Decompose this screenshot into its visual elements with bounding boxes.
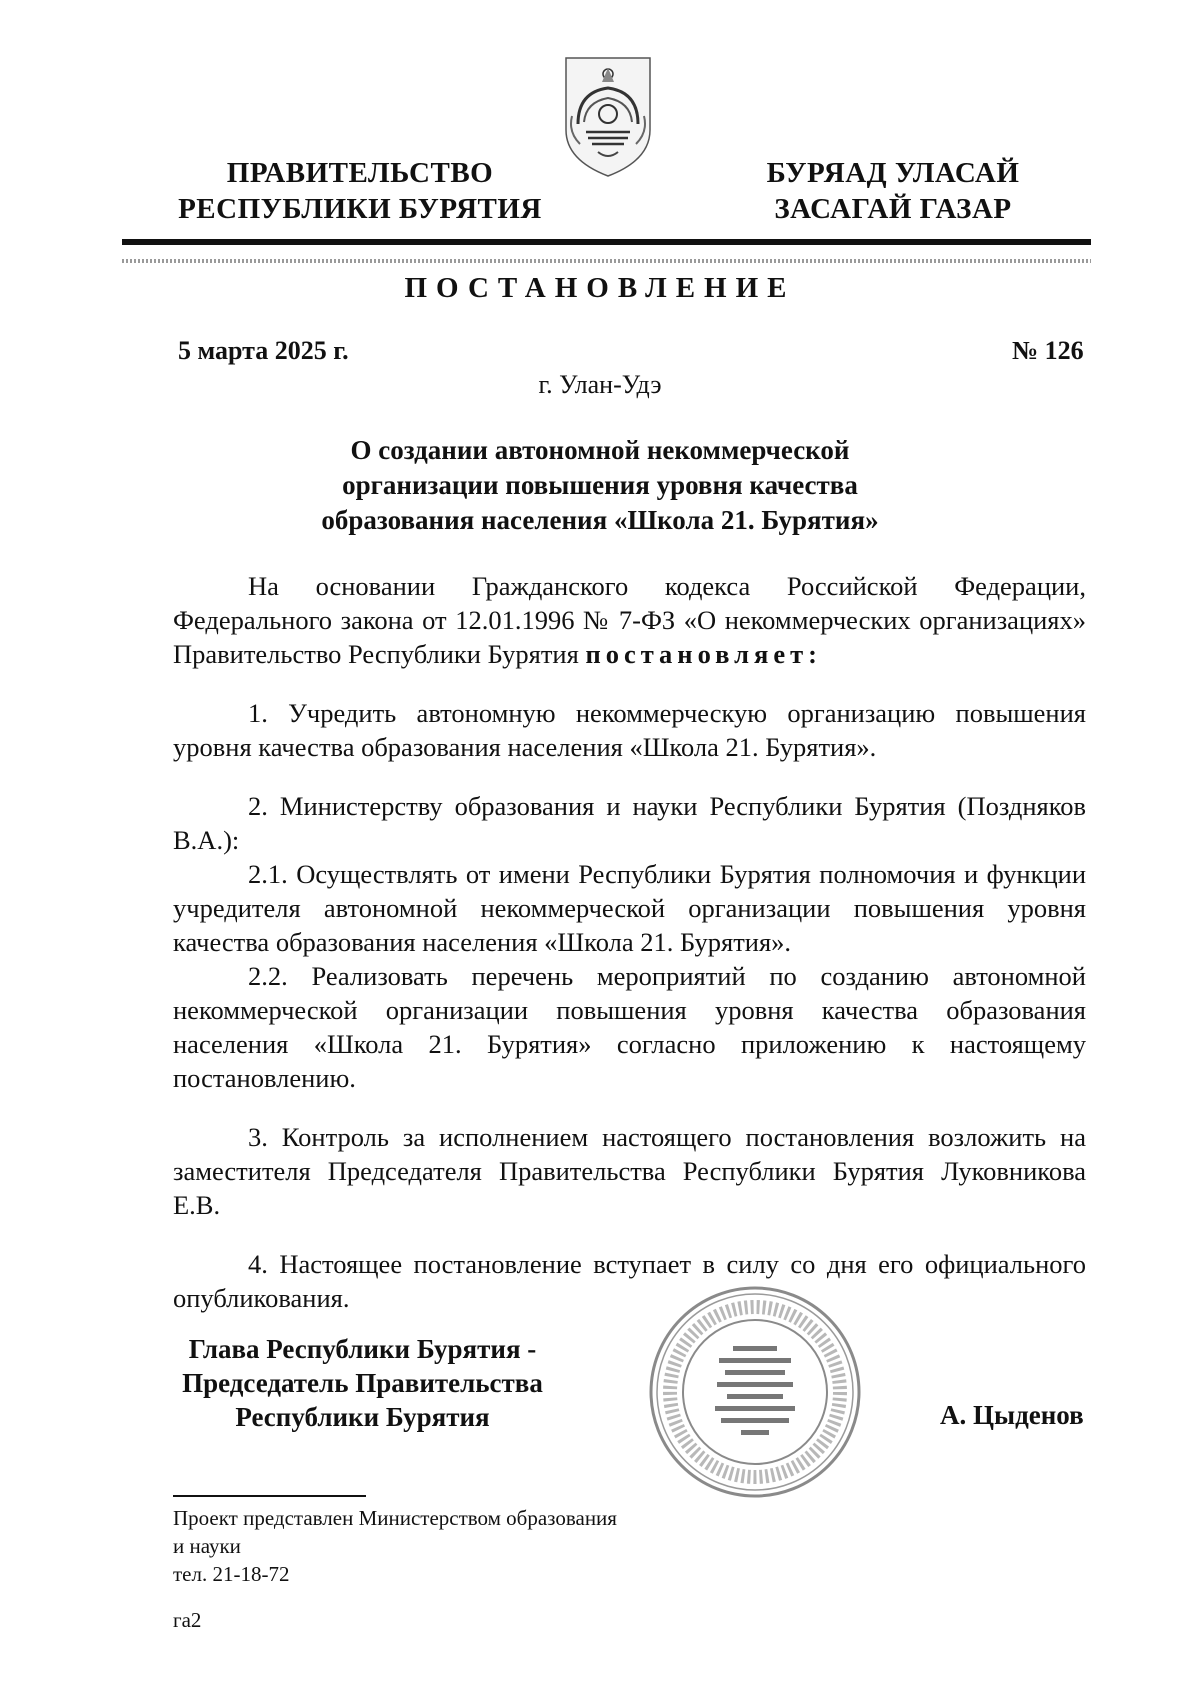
signatory-title bbox=[150, 1332, 575, 1434]
signatory-name: А. Цыденов bbox=[940, 1400, 1084, 1430]
document-city: г. Улан-Удэ bbox=[538, 370, 662, 399]
header-divider-thin bbox=[122, 259, 1091, 263]
document-type-title: ПОСТАНОВЛЕНИЕ bbox=[404, 272, 796, 304]
decree-word: постановляет: bbox=[585, 639, 822, 669]
signatory-title-line3: Республики Бурятия bbox=[235, 1402, 490, 1432]
header-left-ru bbox=[170, 155, 550, 227]
header-right-line2: ЗАСАГАЙ ГАЗАР bbox=[774, 193, 1012, 225]
footnote-phone: тел. 21-18-72 bbox=[173, 1562, 290, 1586]
header-right-bua bbox=[738, 155, 1048, 227]
item-2-1: 2.1. Осуществлять от имени Республики Бурятия полномочия и функции учредителя автономной некоммерческой организации повышения уровня качества образования населения «Школа 21. Бурятия». bbox=[173, 859, 1086, 957]
subject-line-1: О создании автономной некоммерческой bbox=[350, 435, 850, 465]
header-right-line1: БУРЯАД УЛАСАЙ bbox=[766, 157, 1020, 189]
coat-of-arms-icon bbox=[558, 52, 658, 180]
footnote-line1: Проект представлен Министерством образования bbox=[173, 1506, 617, 1530]
official-stamp-icon bbox=[645, 1282, 865, 1502]
item-2-2: 2.2. Реализовать перечень мероприятий по созданию автономной некоммерческой организации повышения уровня качества образования населения «Школа 21. Бурятия» согласно приложению к настоящему постановлению. bbox=[173, 961, 1086, 1093]
document-number: № 126 bbox=[1012, 336, 1084, 365]
signatory-title-line2: Председатель Правительства bbox=[182, 1368, 543, 1398]
item-2: 2. Министерству образования и науки Республики Бурятия (Поздняков В.А.): bbox=[173, 791, 1086, 855]
footnote-line2: и науки bbox=[173, 1534, 241, 1558]
document-subject bbox=[250, 433, 950, 538]
header-left-line1: ПРАВИТЕЛЬСТВО bbox=[226, 157, 494, 189]
document-body bbox=[173, 569, 1086, 1315]
document-date: 5 марта 2025 г. bbox=[178, 336, 349, 365]
subject-line-3: образования населения «Школа 21. Бурятия» bbox=[321, 505, 879, 535]
item-1: 1. Учредить автономную некоммерческую организацию повышения уровня качества образования населения «Школа 21. Бурятия». bbox=[173, 698, 1086, 762]
preamble-paragraph bbox=[173, 569, 1086, 671]
preamble-text: На основании Гражданского кодекса Российской Федерации, Федерального закона от 12.01.1996 № 7-ФЗ «О некоммерческих организациях» Правительство Республики Бурятия bbox=[173, 571, 1086, 669]
item-3: 3. Контроль за исполнением настоящего постановления возложить на заместителя Председателя Правительства Республики Бурятия Луковникова Е.В. bbox=[173, 1122, 1086, 1220]
signatory-title-line1: Глава Республики Бурятия - bbox=[188, 1334, 537, 1364]
header-left-line2: РЕСПУБЛИКИ БУРЯТИЯ bbox=[178, 193, 542, 225]
header-divider-thick bbox=[122, 239, 1091, 245]
item-4: 4. Настоящее постановление вступает в силу со дня его официального опубликования. bbox=[173, 1249, 1086, 1313]
document-code: га2 bbox=[173, 1608, 202, 1632]
footnote-divider bbox=[173, 1495, 366, 1497]
footnote bbox=[173, 1504, 617, 1588]
subject-line-2: организации повышения уровня качества bbox=[342, 470, 858, 500]
